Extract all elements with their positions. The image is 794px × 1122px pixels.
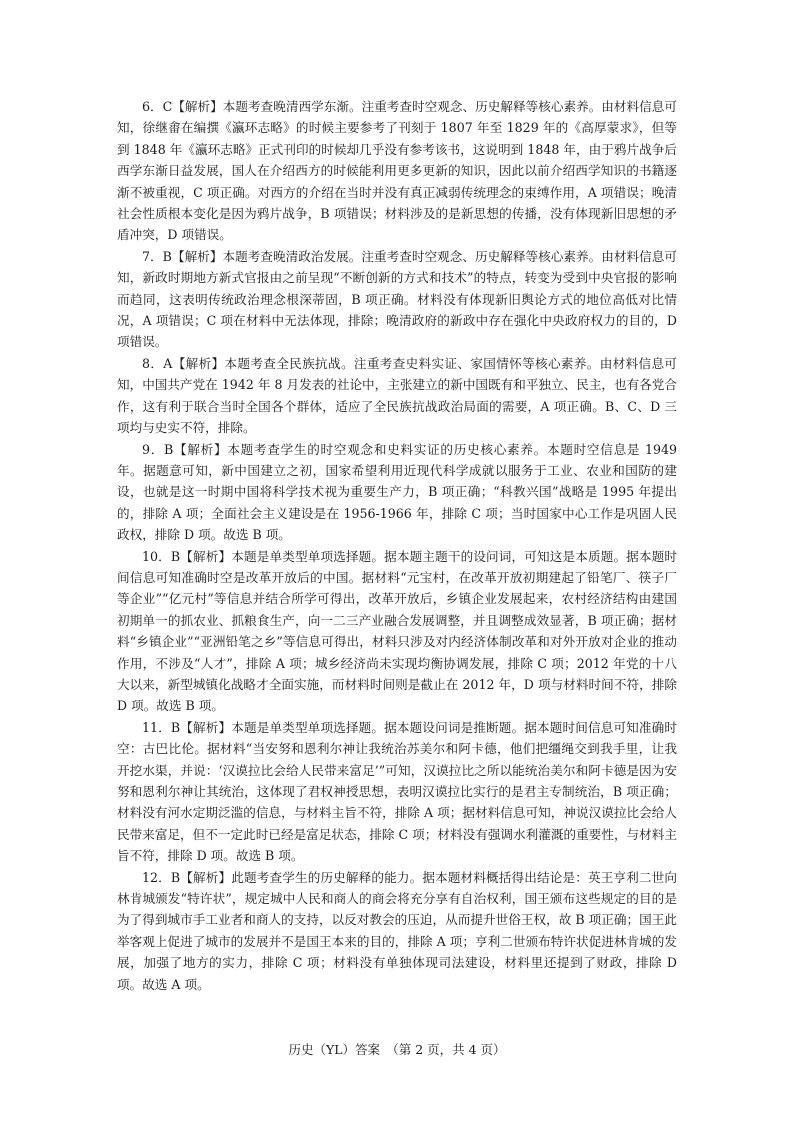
answer-8: 8．A【解析】本题考查全民族抗战。注重考查史料实证、家国情怀等核心素养。由材料信息可知，中国共产党在 1942 年 8 月发表的社论中，主张建立的新中国既有和平独立、民主，也有各党合作，这有利于联合当时全国各个群体，适应了全民族抗战政治局面的需要，A 项正确。B、C、D 三项均与史实不符，排除。	[117, 355, 677, 436]
answer-11: 11．B【解析】本题是单类型单项选择题。据本题设问词是推断题。据本题时间信息可知准确时空：古巴比伦。据材料“当安努和恩利尔神让我统治苏美尔和阿卡德，他们把缰绳交到我手里，让我开挖水渠，并说：‘汉谟拉比会给人民带来富足’”可知，汉谟拉比之所以能统治美尔和阿卡德是因为安努和恩利尔神让其统治，这体现了君权神授思想，表明汉谟拉比实行的是君主专制统治，B 项正确；材料没有河水定期泛滥的信息，与材料主旨不符，排除 A 项；据材料信息可知，神说汉谟拉比会给人民带来富足，但不一定此时已经是富足状态，排除 C 项；材料没有强调水利灌溉的重要性，与材料主旨不符，排除 D 项。故选 B 项。	[117, 719, 677, 864]
answer-10: 10．B【解析】本题是单类型单项选择题。据本题主题干的设问词，可知这是本质题。据本题时间信息可知准确时空是改革开放后的中国。据材料“元宝村，在改革开放初期建起了铅笔厂、筷子厂等企业”“亿元村”等信息并结合所学可得出，改革开放后，乡镇企业发展起来，农村经济结构由建国初期单一的抓农业、抓粮食生产，向一二三产业融合发展调整，并且调整成效显著，B 项正确；据材料“乡镇企业”“亚洲铅笔之乡”等信息可得出，材料只涉及对内经济体制改革和对外开放对企业的推动作用，不涉及“人才”，排除 A 项；城乡经济尚未实现均衡协调发展，排除 C 项；2012 年党的十八大以来，新型城镇化战略才全面实施，而材料时间则是截止在 2012 年，D 项与材料时间不符，排除 D 项。故选 B 项。	[117, 548, 677, 714]
answer-7: 7．B【解析】本题考查晚清政治发展。注重考查时空观念、历史解释等核心素养。由材料信息可知，新政时期地方新式官报由之前呈现“不断创新的方式和技术”的特点，转变为受到中央官报的影响而趋同，这表明传统政治理念根深蒂固，B 项正确。材料没有体现新旧舆论方式的地位高低对比情况，A 项错误；C 项在材料中无法体现，排除；晚清政府的新政中存在强化中央政府权力的目的，D 项错误。	[117, 248, 677, 350]
answer-6: 6．C【解析】本题考查晚清西学东渐。注重考查时空观念、历史解释等核心素养。由材料信息可知，徐继畬在编撰《瀛环志略》的时候主要参考了刊刻于 1807 年至 1829 年的《高厚蒙求》，但等到 1848 年《瀛环志略》正式刊印的时候却几乎没有参考该书，这说明到 1848 年，由于鸦片战争后西学东渐日益发展，国人在介绍西方的时候能利用更多更新的知识，因此以前介绍西学知识的书籍逐渐不被重视，C 项正确。对西方的介绍在当时并没有真正减弱传统理念的束缚作用，A 项错误；晚清社会性质根本变化是因为鸦片战争，B 项错误；材料涉及的是新思想的传播，没有体现新旧思想的矛盾冲突，D 项错误。	[117, 99, 677, 243]
answer-page	[117, 96, 677, 995]
page-footer: 历史（YL）答案 （第 2 页，共 4 页）	[288, 1042, 506, 1057]
answer-12: 12．B【解析】此题考查学生的历史解释的能力。据本题材料概括得出结论是：英王亨利二世向林肯城颁发“特许状”，规定城中人民和商人的商会将充分享有自治权利，国王颁布这些规定的目的是为了得到城市手工业者和商人的支持，以反对教会的压迫，从而提升世俗王权，故 B 项正确；国王此举客观上促进了城市的发展并不是国王本来的目的，排除 A 项；亨利二世颁布特许状促进林肯城的发展，加强了地方的实力，排除 C 项；材料没有单独体现司法建设，材料里还提到了财政，排除 D 项。故选 A 项。	[117, 869, 677, 992]
answer-9: 9．B【解析】本题考查学生的时空观念和史料实证的历史核心素养。本题时空信息是 1949 年。据题意可知，新中国建立之初，国家希望利用近现代科学成就以服务于工业、农业和国防的建设，也就是这一时期中国将科学技术视为重要生产力，B 项正确；“科教兴国”战略是 1995 年提出的，排除 A 项；全面社会主义建设是在 1956-1966 年，排除 C 项；当时国家中心工作是巩固人民政权，排除 D 项。故选 B 项。	[117, 441, 677, 543]
